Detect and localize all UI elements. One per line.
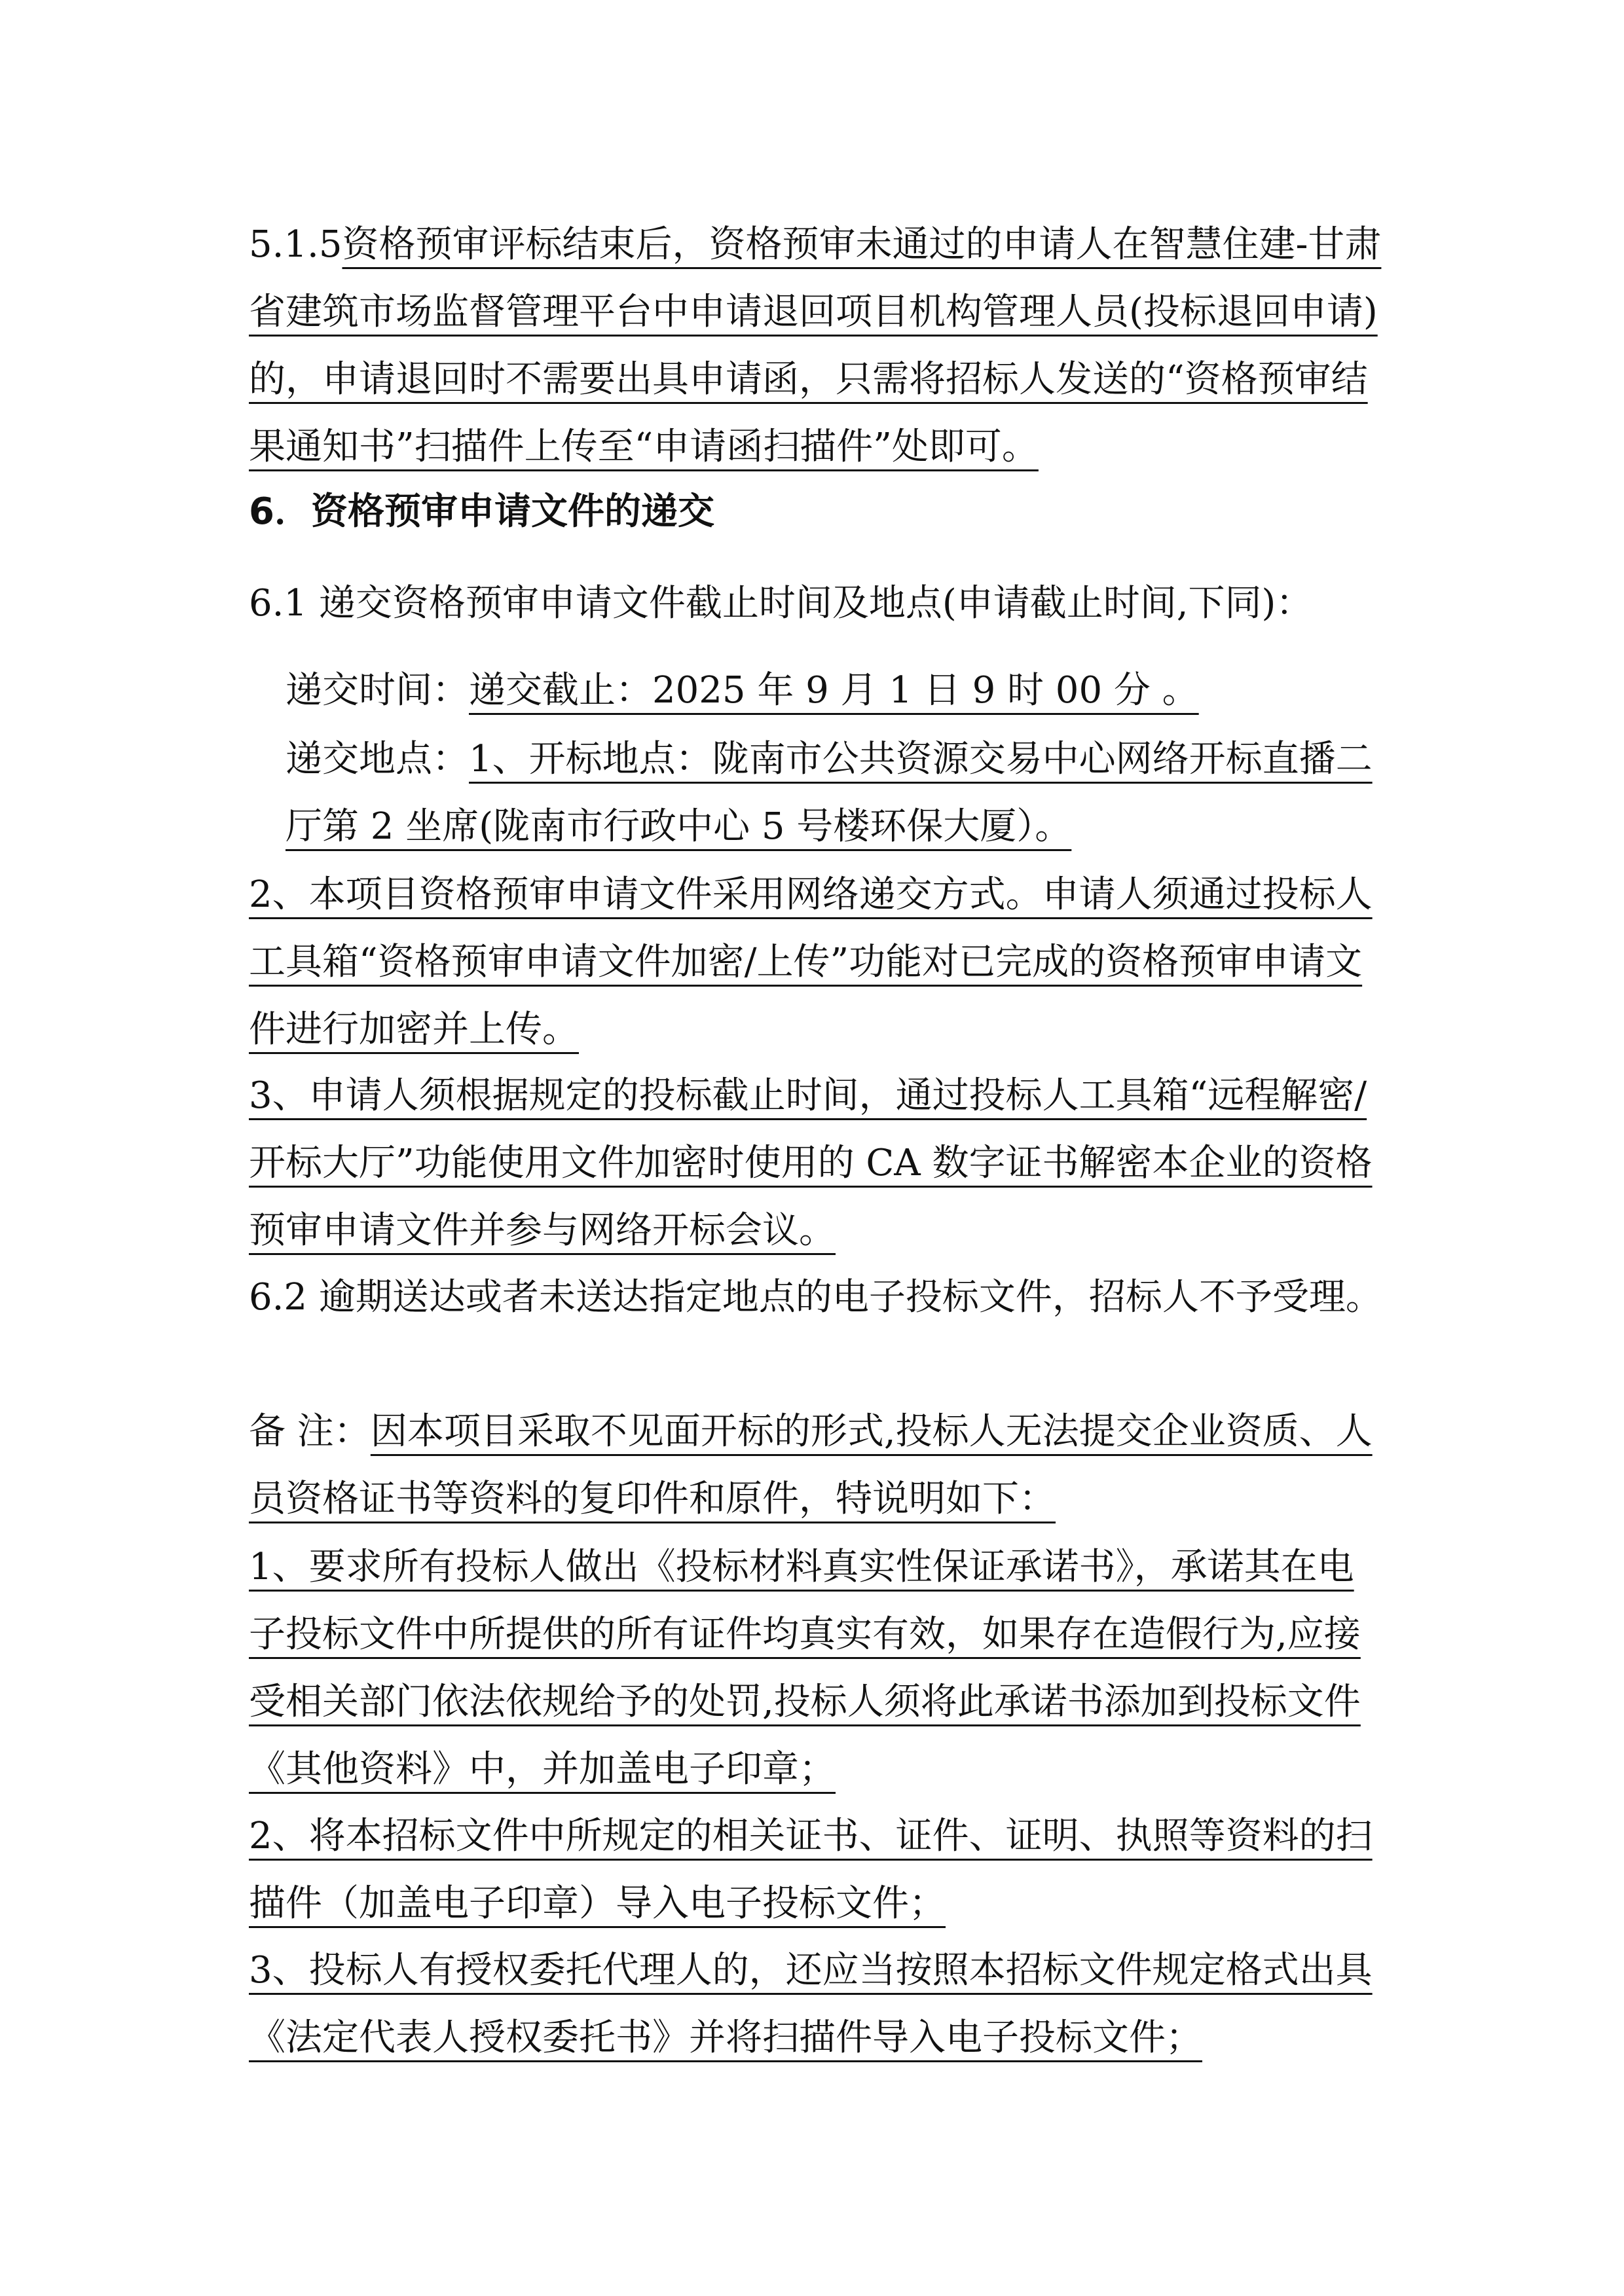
note-paragraph — [249, 1398, 1388, 1533]
note-label: 备 注： — [249, 1410, 371, 1453]
paragraph-6-1: 6.1 递交资格预审申请文件截止时间及地点(申请截止时间,下同)： — [249, 582, 1313, 625]
submit-time-line — [286, 657, 1388, 724]
note-item-2: 2、将本招标文件中所规定的相关证书、证件、证明、执照等资料的扫描件（加盖电子印章）导入电子投标文件； — [249, 1815, 1373, 1925]
paragraph-5-1-5 — [249, 211, 1388, 481]
clause-number: 5.1.5 — [249, 223, 342, 266]
submit-place-line — [286, 725, 1388, 860]
section-heading-6: 6．资格预审申请文件的递交 — [249, 490, 714, 533]
note-item-3: 3、投标人有授权委托代理人的，还应当按照本招标文件规定格式出具《法定代表人授权委托书》并将扫描件导入电子投标文件； — [249, 1949, 1373, 2059]
paragraph-6-2: 6.2 逾期送达或者未送达指定地点的电子投标文件，招标人不予受理。 — [249, 1276, 1382, 1319]
submit-time-value: 递交截止：2025 年 9 月 1 日 9 时 00 分 。 — [469, 669, 1199, 712]
item-2: 2、本项目资格预审申请文件采用网络递交方式。申请人须通过投标人工具箱“资格预审申请文件加密/上传”功能对已完成的资格预审申请文件进行加密并上传。 — [249, 873, 1373, 1051]
note-item-1: 1、要求所有投标人做出《投标材料真实性保证承诺书》，承诺其在电子投标文件中所提供的所有证件均真实有效，如果存在造假行为,应接受相关部门依法依规给予的处罚,投标人须将此承诺书添加到投标文件《其他资料》中，并加盖电子印章； — [249, 1546, 1361, 1791]
item-3: 3、申请人须根据规定的投标截止时间，通过投标人工具箱“远程解密/开标大厅”功能使用文件加密时使用的 CA 数字证书解密本企业的资格预审申请文件并参与网络开标会议。 — [249, 1074, 1373, 1252]
submit-place-label: 递交地点： — [286, 738, 469, 780]
submit-time-label: 递交时间： — [286, 669, 469, 712]
note-text: 因本项目采取不见面开标的形式,投标人无法提交企业资质、人员资格证书等资料的复印件和原件，特说明如下： — [249, 1410, 1373, 1520]
clause-text: 资格预审评标结束后，资格预审未通过的申请人在智慧住建-甘肃省建筑市场监督管理平台中申请退回项目机构管理人员(投标退回申请)的，申请退回时不需要出具申请函，只需将招标人发送的“资格预审结果通知书”扫描件上传至“申请函扫描件”处即可。 — [249, 223, 1382, 468]
submit-place-value: 1、开标地点：陇南市公共资源交易中心网络开标直播二厅第 2 坐席(陇南市行政中心 5 号楼环保大厦）。 — [286, 738, 1373, 848]
